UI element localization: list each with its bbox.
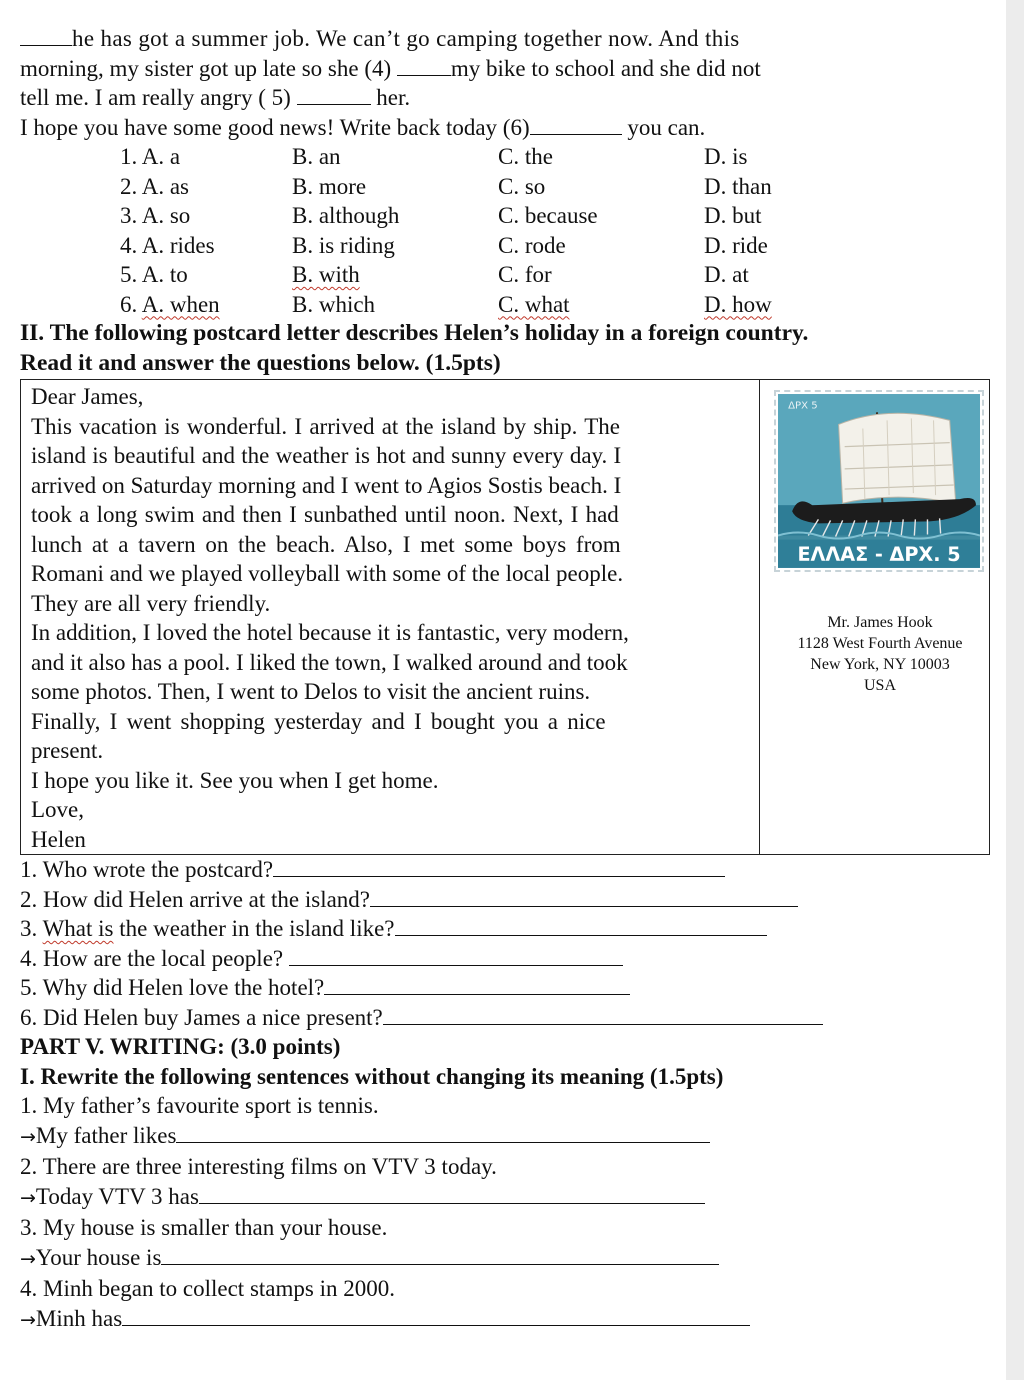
option-b[interactable]: B. although xyxy=(292,203,400,228)
option-a[interactable]: A. so xyxy=(141,203,191,228)
rewrite-line-3[interactable] xyxy=(161,1244,719,1265)
rewrite-sentence-4: 4. Minh began to collect stamps in 2000. xyxy=(20,1276,395,1301)
part-5-heading: PART V. WRITING: (3.0 points) xyxy=(20,1034,341,1059)
svg-text:ΕΛΛΑΣ - ΔΡΧ. 5: ΕΛΛΑΣ - ΔΡΧ. 5 xyxy=(797,542,961,566)
option-a[interactable]: A. as xyxy=(141,173,190,199)
rewrite-line-2[interactable] xyxy=(199,1183,705,1204)
rewrite-sentence-2: 2. There are three interesting films on VTV 3 today. xyxy=(20,1154,497,1179)
arrow-icon: → xyxy=(20,1125,36,1148)
multiple-choice-options xyxy=(120,142,990,319)
rewrite-answer-3: →Your house is xyxy=(20,1243,990,1275)
part-5-instructions: I. Rewrite the following sentences without changing its meaning (1.5pts) xyxy=(20,1063,724,1089)
option-b[interactable]: B. with xyxy=(292,262,360,287)
option-c[interactable]: C. what xyxy=(498,291,570,317)
answer-blank-5[interactable] xyxy=(297,84,371,105)
postcard-message: Dear James, This vacation is wonderful. I arrived at the island by ship. The island is beautiful and the weather is hot and sunny every day. I arrived on Saturday morning and I went to Agios Sostis beach. I took a long swim and then I sunbathed until noon. Next, I had lunch at a tavern on the beach. Also, I met some boys from Romani and we played volleyball with some of the local people. They are all very friendly. In addition, I loved the hotel because it is fantastic, very modern, and it also has a pool. I liked the town, I walked around and took some photos. Then, I went to Delos to visit the ancient ruins. Finally, I went shopping yesterday and I bought you a nice present. I hope you like it. See you when I get home. Love, Helen xyxy=(21,380,760,854)
option-b[interactable]: B. an xyxy=(292,144,341,169)
rewrite-sentence-1: 1. My father’s favourite sport is tennis. xyxy=(20,1093,379,1118)
question-2: 2. How did Helen arrive at the island? xyxy=(20,885,990,915)
scan-edge xyxy=(1006,0,1024,1380)
rewrite-sentence-3: 3. My house is smaller than your house. xyxy=(20,1215,388,1240)
option-d[interactable]: D. is xyxy=(704,144,748,169)
address-country: USA xyxy=(863,677,896,694)
intro-line-3: tell me. I am really angry ( 5) her. xyxy=(20,85,411,110)
rewrite-answer-1: →My father likes xyxy=(20,1121,990,1153)
question-3: 3. What is the weather in the island like? xyxy=(20,914,990,944)
option-d[interactable]: D. at xyxy=(704,262,749,287)
recipient-name: Mr. James Hook xyxy=(827,614,933,631)
option-c[interactable]: C. so xyxy=(498,173,546,199)
postcard xyxy=(20,379,990,855)
address-street: 1128 West Fourth Avenue xyxy=(797,635,963,652)
option-a[interactable]: A. when xyxy=(141,291,220,317)
arrow-icon: → xyxy=(20,1247,36,1270)
option-a[interactable]: A. to xyxy=(141,262,188,287)
answer-line-3[interactable] xyxy=(395,915,767,936)
option-b[interactable]: B. which xyxy=(292,291,376,317)
option-b[interactable]: B. more xyxy=(292,173,367,199)
option-a[interactable]: A. a xyxy=(141,144,181,169)
question-1: 1. Who wrote the postcard? xyxy=(20,855,990,885)
answer-line-1[interactable] xyxy=(273,856,725,877)
option-c[interactable]: C. for xyxy=(498,262,552,287)
postcard-address-side xyxy=(760,380,989,854)
option-b[interactable]: B. is riding xyxy=(292,232,395,258)
rewrite-answer-4: →Minh has xyxy=(20,1304,990,1336)
worksheet xyxy=(20,24,990,1335)
rewrite-line-4[interactable] xyxy=(122,1305,750,1326)
answer-blank-6[interactable] xyxy=(530,114,622,135)
postage-stamp xyxy=(774,390,984,572)
option-d[interactable]: D. than xyxy=(704,173,772,199)
option-a[interactable]: A. rides xyxy=(141,232,215,258)
option-d[interactable]: D. but xyxy=(704,203,762,228)
question-5: 5. Why did Helen love the hotel? xyxy=(20,973,990,1003)
answer-line-2[interactable] xyxy=(370,886,798,907)
question-4: 4. How are the local people? xyxy=(20,944,990,974)
address-city: New York, NY 10003 xyxy=(810,656,950,673)
ship-stamp-icon xyxy=(778,394,980,568)
option-row: 3. A. so B. although C. because D. but xyxy=(120,201,990,231)
arrow-icon: → xyxy=(20,1308,36,1331)
svg-text:ΔΡΧ 5: ΔΡΧ 5 xyxy=(788,400,818,412)
option-row: 4. A. rides B. is riding C. rode D. ride xyxy=(120,231,990,261)
option-row: 5. A. to B. with C. for D. at xyxy=(120,260,990,290)
option-row: 6. A. when B. which C. what D. how xyxy=(120,290,990,320)
option-d[interactable]: D. ride xyxy=(704,232,768,258)
rewrite-exercises xyxy=(20,1091,990,1335)
intro-line-2: morning, my sister got up late so she (4) my bike to school and she did not xyxy=(20,55,761,81)
option-c[interactable]: C. rode xyxy=(498,232,566,258)
rewrite-line-1[interactable] xyxy=(176,1122,710,1143)
recipient-address xyxy=(760,612,1000,696)
reading-questions xyxy=(20,855,990,1032)
rewrite-answer-2: →Today VTV 3 has xyxy=(20,1182,990,1214)
answer-blank-3[interactable] xyxy=(20,25,72,46)
answer-line-6[interactable] xyxy=(383,1004,823,1025)
arrow-icon: → xyxy=(20,1186,36,1209)
answer-line-5[interactable] xyxy=(324,974,630,995)
intro-line-1: he has got a summer job. We can’t go camping together now. And this xyxy=(20,24,990,54)
option-row: 1. A. a B. an C. the D. is xyxy=(120,142,990,172)
answer-blank-4[interactable] xyxy=(397,55,451,76)
intro-paragraph xyxy=(20,24,990,142)
option-d[interactable]: D. how xyxy=(704,291,772,317)
option-row: 2. A. as B. more C. so D. than xyxy=(120,172,990,202)
answer-line-4[interactable] xyxy=(289,945,623,966)
question-6: 6. Did Helen buy James a nice present? xyxy=(20,1003,990,1033)
section-2-heading: II. The following postcard letter describes Helen’s holiday in a foreign country. xyxy=(20,320,809,346)
option-c[interactable]: C. the xyxy=(498,144,553,169)
option-c[interactable]: C. because xyxy=(498,203,598,228)
section-2-instructions: Read it and answer the questions below. (1.5pts) xyxy=(20,349,501,376)
intro-line-4: I hope you have some good news! Write back today (6) you can. xyxy=(20,114,706,140)
